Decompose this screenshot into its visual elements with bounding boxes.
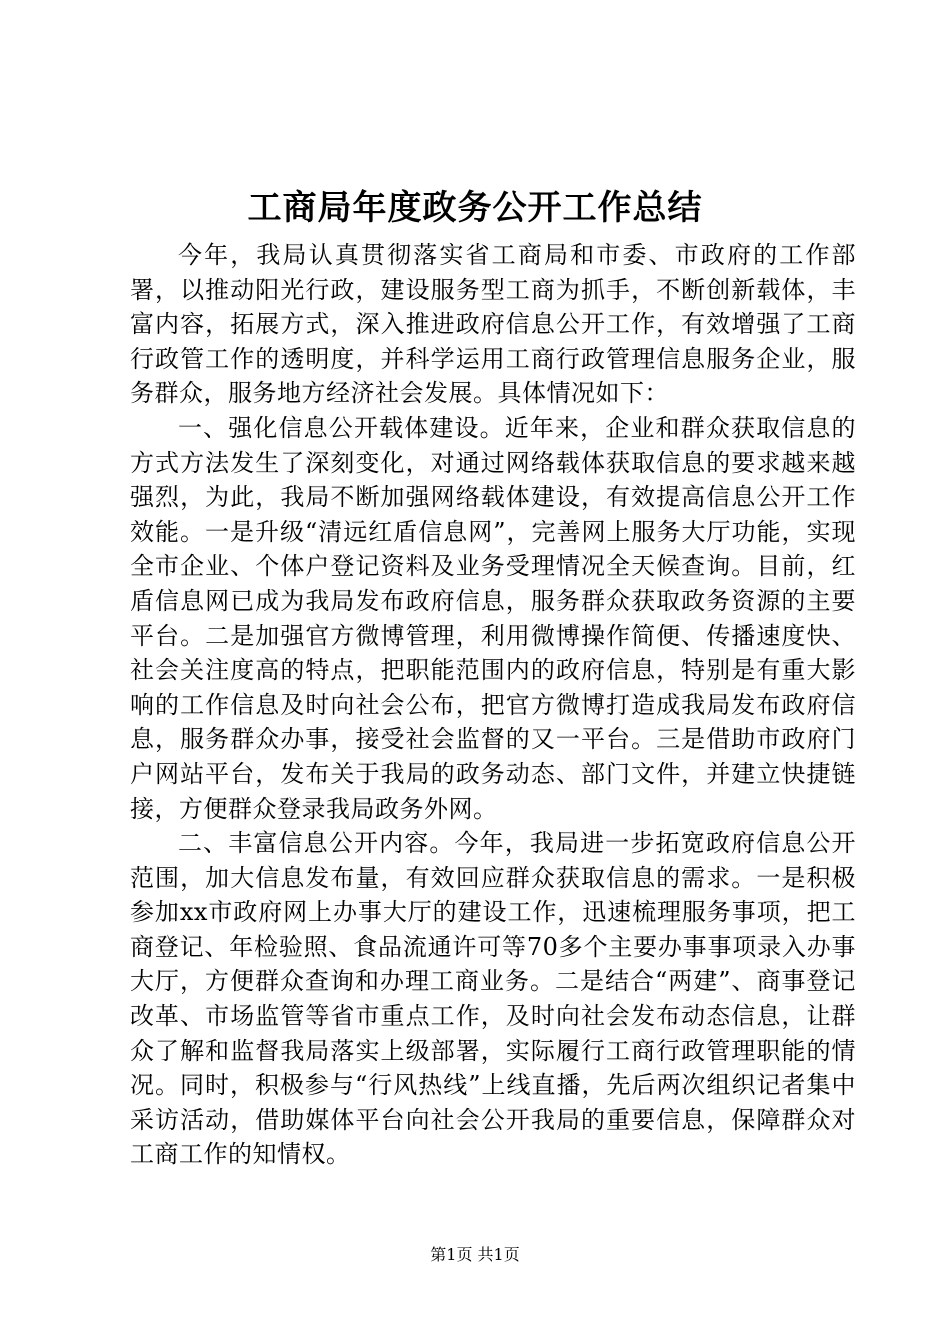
page-footer: 第1页 共1页: [430, 1245, 520, 1264]
document-body: [130, 238, 856, 1172]
document-title: 工商局年度政务公开工作总结: [247, 188, 703, 228]
paragraph-intro: 今年，我局认真贯彻落实省工商局和市委、市政府的工作部署，以推动阳光行政，建设服务型工商为抓手，不断创新载体，丰富内容，拓展方式，深入推进政府信息公开工作，有效增强了工商行政管工作的透明度，并科学运用工商行政管理信息服务企业，服务群众，服务地方经济社会发展。具体情况如下：: [130, 241, 856, 408]
paragraph-section-2: 二、丰富信息公开内容。今年，我局进一步拓宽政府信息公开范围，加大信息发布量，有效回应群众获取信息的需求。一是积极参加xx市政府网上办事大厅的建设工作，迅速梳理服务事项，把工商登记、年检验照、食品流通许可等70多个主要办事事项录入办事大厅，方便群众查询和办理工商业务。二是结合“两建”、商事登记改革、市场监管等省市重点工作，及时向社会发布动态信息，让群众了解和监督我局落实上级部署，实际履行工商行政管理职能的情况。同时，积极参与“行风热线”上线直播，先后两次组织记者集中采访活动，借助媒体平台向社会公开我局的重要信息，保障群众对工商工作的知情权。: [130, 829, 856, 1169]
paragraph-section-1: 一、强化信息公开载体建设。近年来，企业和群众获取信息的方式方法发生了深刻变化，对通过网络载体获取信息的要求越来越强烈，为此，我局不断加强网络载体建设，有效提高信息公开工作效能。一是升级“清远红盾信息网”，完善网上服务大厅功能，实现全市企业、个体户登记资料及业务受理情况全天候查询。目前，红盾信息网已成为我局发布政府信息，服务群众获取政务资源的主要平台。二是加强官方微博管理，利用微博操作简便、传播速度快、社会关注度高的特点，把职能范围内的政府信息，特别是有重大影响的工作信息及时向社会公布，把官方微博打造成我局发布政府信息，服务群众办事，接受社会监督的又一平台。三是借助市政府门户网站平台，发布关于我局的政务动态、部门文件，并建立快捷链接，方便群众登录我局政务外网。: [130, 413, 856, 823]
